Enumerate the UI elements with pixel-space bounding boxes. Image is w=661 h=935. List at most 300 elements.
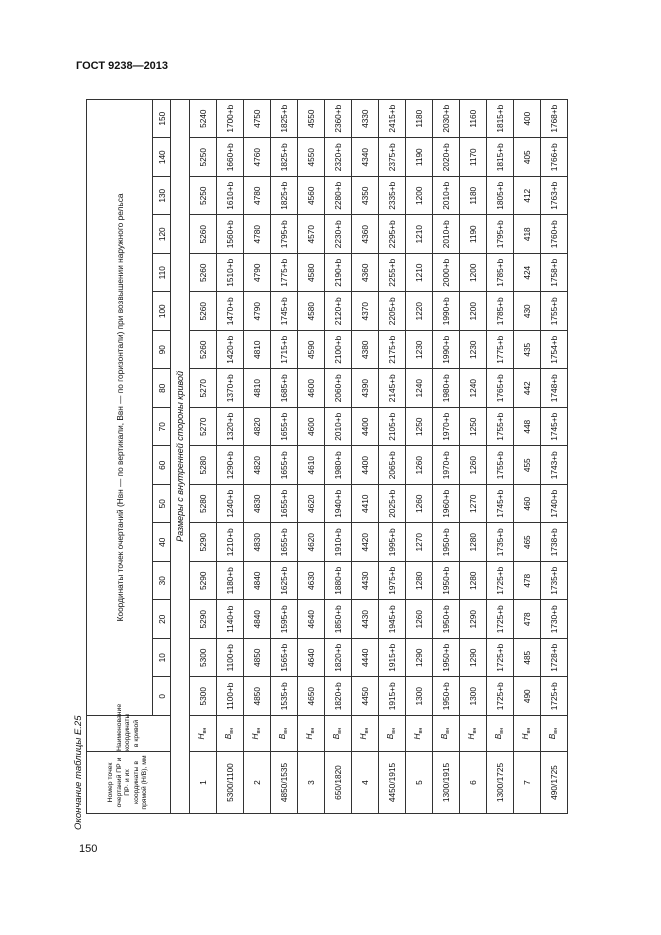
elevation-header-row	[153, 99, 171, 813]
point-cell: 6	[460, 752, 487, 814]
value-cell: 4600	[298, 408, 325, 447]
value-cell: 2060+b	[325, 369, 352, 408]
elevation-header-cell: 60	[153, 446, 171, 485]
value-cell: 4790	[244, 292, 271, 331]
value-cell: 1820+b	[325, 639, 352, 678]
value-cell: 1760+b	[541, 215, 568, 254]
coordinate-subscript: вн	[418, 727, 424, 734]
table-row	[217, 99, 244, 813]
coordinate-symbol: B	[223, 733, 233, 740]
value-cell: 2255+b	[379, 254, 406, 293]
value-cell: 4350	[352, 177, 379, 216]
value-cell: 1170	[460, 138, 487, 177]
value-cell: 2105+b	[379, 408, 406, 447]
value-cell: 1950+b	[433, 562, 460, 601]
table-row	[487, 99, 514, 813]
value-cell: 4580	[298, 292, 325, 331]
coordinate-symbol: B	[277, 733, 287, 740]
value-cell: 4370	[352, 292, 379, 331]
point-cell: 5	[406, 752, 433, 814]
value-cell: 1270	[406, 523, 433, 562]
value-cell: 4640	[298, 639, 325, 678]
value-cell: 1180+b	[217, 562, 244, 601]
value-cell: 1560+b	[217, 215, 244, 254]
coordinate-subscript: вн	[391, 727, 397, 734]
value-cell: 4830	[244, 523, 271, 562]
coordinate-subscript: вн	[445, 727, 451, 734]
value-cell: 1880+b	[325, 562, 352, 601]
coordinate-name-cell	[244, 716, 271, 752]
value-cell: 4400	[352, 446, 379, 485]
point-cell: 490/1725	[541, 752, 568, 814]
value-cell: 455	[514, 446, 541, 485]
value-cell: 1260	[406, 600, 433, 639]
elevation-header-cell: 0	[153, 677, 171, 716]
value-cell: 1940+b	[325, 485, 352, 524]
value-cell: 4840	[244, 562, 271, 601]
point-cell: 2	[244, 752, 271, 814]
value-cell: 1595+b	[271, 600, 298, 639]
value-cell: 1995+b	[379, 523, 406, 562]
value-cell: 1915+b	[379, 677, 406, 716]
table-row	[244, 99, 271, 813]
value-cell: 4610	[298, 446, 325, 485]
coordinate-name-cell	[514, 716, 541, 752]
coordinate-subscript: вн	[229, 727, 235, 734]
value-cell: 1210	[406, 254, 433, 293]
value-cell: 4430	[352, 600, 379, 639]
elevation-header-cell: 40	[153, 523, 171, 562]
value-cell: 1970+b	[433, 408, 460, 447]
value-cell: 1815+b	[487, 99, 514, 138]
value-cell: 430	[514, 292, 541, 331]
coordinate-name-cell	[406, 716, 433, 752]
value-cell: 5280	[190, 485, 217, 524]
value-cell: 4630	[298, 562, 325, 601]
value-cell: 1748+b	[541, 369, 568, 408]
value-cell: 1250	[406, 408, 433, 447]
value-cell: 4550	[298, 99, 325, 138]
coordinate-subscript: вн	[499, 727, 505, 734]
value-cell: 5300	[190, 639, 217, 678]
value-cell: 1758+b	[541, 254, 568, 293]
value-cell: 5270	[190, 369, 217, 408]
value-cell: 4780	[244, 215, 271, 254]
coordinate-name-cell	[433, 716, 460, 752]
value-cell: 1765+b	[487, 369, 514, 408]
value-cell: 4570	[298, 215, 325, 254]
value-cell: 4450	[352, 677, 379, 716]
coordinate-name-cell	[190, 716, 217, 752]
value-cell: 1970+b	[433, 446, 460, 485]
elevation-header-cell: 30	[153, 562, 171, 601]
value-cell: 1725+b	[487, 562, 514, 601]
elevation-header-cell: 20	[153, 600, 171, 639]
value-cell: 2320+b	[325, 138, 352, 177]
value-cell: 1735+b	[541, 562, 568, 601]
value-cell: 1825+b	[271, 99, 298, 138]
value-cell: 1280	[406, 562, 433, 601]
value-cell: 1950+b	[433, 639, 460, 678]
value-cell: 1320+b	[217, 408, 244, 447]
value-cell: 1825+b	[271, 138, 298, 177]
coordinate-name-cell	[352, 716, 379, 752]
value-cell: 1200	[460, 292, 487, 331]
value-cell: 4330	[352, 99, 379, 138]
value-cell: 1743+b	[541, 446, 568, 485]
value-cell: 4420	[352, 523, 379, 562]
coordinate-subscript: вн	[526, 727, 532, 734]
coordinate-subscript: вн	[553, 727, 559, 734]
value-cell: 4590	[298, 331, 325, 370]
table-row	[433, 99, 460, 813]
value-cell: 1945+b	[379, 600, 406, 639]
value-cell: 1250	[460, 408, 487, 447]
coordinate-symbol: H	[466, 733, 476, 740]
coordinate-subscript: вн	[472, 727, 478, 734]
value-cell: 1200	[460, 254, 487, 293]
value-cell: 465	[514, 523, 541, 562]
value-cell: 4390	[352, 369, 379, 408]
value-cell: 1290	[460, 639, 487, 678]
value-cell: 1990+b	[433, 331, 460, 370]
coordinate-name-cell	[325, 716, 352, 752]
value-cell: 5290	[190, 523, 217, 562]
table-row	[271, 99, 298, 813]
value-cell: 1565+b	[271, 639, 298, 678]
value-cell: 4620	[298, 485, 325, 524]
value-cell: 1300	[406, 677, 433, 716]
value-cell: 1775+b	[487, 331, 514, 370]
table-subheader: Размеры с внутренней стороны кривой	[171, 99, 190, 813]
value-cell: 4580	[298, 254, 325, 293]
page-number: 150	[79, 843, 98, 855]
point-cell: 4	[352, 752, 379, 814]
elevation-header-cell: 100	[153, 292, 171, 331]
value-cell: 4340	[352, 138, 379, 177]
value-cell: 1700+b	[217, 99, 244, 138]
value-cell: 1728+b	[541, 639, 568, 678]
value-cell: 2010+b	[433, 215, 460, 254]
value-cell: 1420+b	[217, 331, 244, 370]
value-cell: 2020+b	[433, 138, 460, 177]
value-cell: 1950+b	[433, 600, 460, 639]
coordinate-subscript: вн	[364, 727, 370, 734]
value-cell: 1210	[406, 215, 433, 254]
rotated-table-area	[72, 100, 572, 832]
coordinate-subscript: вн	[337, 727, 343, 734]
elevation-header-cell: 110	[153, 254, 171, 293]
value-cell: 1785+b	[487, 254, 514, 293]
value-cell: 4560	[298, 177, 325, 216]
value-cell: 2120+b	[325, 292, 352, 331]
coordinate-symbol: H	[412, 733, 422, 740]
value-cell: 4620	[298, 523, 325, 562]
value-cell: 2175+b	[379, 331, 406, 370]
value-cell: 1725+b	[487, 639, 514, 678]
value-cell: 4440	[352, 639, 379, 678]
value-cell: 1280	[460, 562, 487, 601]
point-cell: 1300/1915	[433, 752, 460, 814]
value-cell: 1510+b	[217, 254, 244, 293]
coordinate-name-cell	[217, 716, 244, 752]
value-cell: 2010+b	[325, 408, 352, 447]
value-cell: 5250	[190, 138, 217, 177]
elevation-header-cell: 80	[153, 369, 171, 408]
coordinate-subscript: вн	[283, 727, 289, 734]
value-cell: 4400	[352, 408, 379, 447]
value-cell: 1685+b	[271, 369, 298, 408]
value-cell: 4380	[352, 331, 379, 370]
value-cell: 1230	[460, 331, 487, 370]
value-cell: 4850	[244, 639, 271, 678]
value-cell: 1655+b	[271, 408, 298, 447]
value-cell: 2010+b	[433, 177, 460, 216]
value-cell: 2190+b	[325, 254, 352, 293]
value-cell: 4430	[352, 562, 379, 601]
coordinate-name-cell	[298, 716, 325, 752]
value-cell: 1140+b	[217, 600, 244, 639]
group-header: Координаты точек очертаний (Hвн — по вертикали, Bвн — по горизонтали) при возвышении наружного рельса	[87, 99, 153, 715]
value-cell: 485	[514, 639, 541, 678]
value-cell: 1260	[406, 485, 433, 524]
value-cell: 1960+b	[433, 485, 460, 524]
table-row	[298, 99, 325, 813]
table-row	[541, 99, 568, 813]
value-cell: 405	[514, 138, 541, 177]
value-cell: 1100+b	[217, 639, 244, 678]
value-cell: 4830	[244, 485, 271, 524]
value-cell: 1795+b	[271, 215, 298, 254]
value-cell: 1240+b	[217, 485, 244, 524]
value-cell: 4780	[244, 177, 271, 216]
elevation-header-cell: 140	[153, 138, 171, 177]
value-cell: 4840	[244, 600, 271, 639]
value-cell: 435	[514, 331, 541, 370]
value-cell: 1240	[460, 369, 487, 408]
col-header-point: Номер точек очертаний ПР и ПР· и их координаты в прямой (H/B), мм	[87, 752, 171, 814]
value-cell: 4360	[352, 215, 379, 254]
value-cell: 1725+b	[541, 677, 568, 716]
value-cell: 1740+b	[541, 485, 568, 524]
value-cell: 4810	[244, 331, 271, 370]
value-cell: 5260	[190, 292, 217, 331]
value-cell: 2335+b	[379, 177, 406, 216]
value-cell: 1775+b	[271, 254, 298, 293]
value-cell: 418	[514, 215, 541, 254]
point-cell: 7	[514, 752, 541, 814]
col-header-coordinate: Наименование координаты в кривой	[87, 716, 171, 752]
value-cell: 442	[514, 369, 541, 408]
value-cell: 460	[514, 485, 541, 524]
value-cell: 1160	[460, 99, 487, 138]
value-cell: 5250	[190, 177, 217, 216]
point-cell: 4450/1915	[379, 752, 406, 814]
point-cell: 5300/1100	[217, 752, 244, 814]
point-cell: 1300/1725	[487, 752, 514, 814]
value-cell: 1240	[406, 369, 433, 408]
value-cell: 1738+b	[541, 523, 568, 562]
coordinate-name-cell	[460, 716, 487, 752]
value-cell: 1730+b	[541, 600, 568, 639]
value-cell: 1754+b	[541, 331, 568, 370]
value-cell: 1290	[460, 600, 487, 639]
value-cell: 2145+b	[379, 369, 406, 408]
value-cell: 4790	[244, 254, 271, 293]
value-cell: 490	[514, 677, 541, 716]
value-cell: 4750	[244, 99, 271, 138]
value-cell: 1625+b	[271, 562, 298, 601]
point-cell: 1	[190, 752, 217, 814]
value-cell: 1180	[460, 177, 487, 216]
value-cell: 1290	[406, 639, 433, 678]
value-cell: 5290	[190, 562, 217, 601]
value-cell: 2065+b	[379, 446, 406, 485]
value-cell: 1230	[406, 331, 433, 370]
coordinate-symbol: B	[439, 733, 449, 740]
value-cell: 4410	[352, 485, 379, 524]
value-cell: 1300	[460, 677, 487, 716]
value-cell: 1910+b	[325, 523, 352, 562]
value-cell: 1190	[460, 215, 487, 254]
value-cell: 1220	[406, 292, 433, 331]
value-cell: 1535+b	[271, 677, 298, 716]
value-cell: 1755+b	[541, 292, 568, 331]
value-cell: 2000+b	[433, 254, 460, 293]
value-cell: 1795+b	[487, 215, 514, 254]
elevation-header-cell: 120	[153, 215, 171, 254]
coordinate-symbol: H	[196, 733, 206, 740]
value-cell: 478	[514, 600, 541, 639]
value-cell: 1805+b	[487, 177, 514, 216]
coordinate-subscript: вн	[202, 727, 208, 734]
value-cell: 4360	[352, 254, 379, 293]
value-cell: 1725+b	[487, 677, 514, 716]
value-cell: 2230+b	[325, 215, 352, 254]
point-cell: 4850/1535	[271, 752, 298, 814]
value-cell: 1280	[460, 523, 487, 562]
coordinate-name-cell	[271, 716, 298, 752]
coordinate-name-cell	[379, 716, 406, 752]
value-cell: 1980+b	[325, 446, 352, 485]
value-cell: 1290+b	[217, 446, 244, 485]
coordinate-symbol: B	[493, 733, 503, 740]
coordinate-symbol: H	[520, 733, 530, 740]
value-cell: 5270	[190, 408, 217, 447]
value-cell: 1975+b	[379, 562, 406, 601]
point-cell: 3	[298, 752, 325, 814]
value-cell: 1850+b	[325, 600, 352, 639]
value-cell: 1815+b	[487, 138, 514, 177]
value-cell: 1655+b	[271, 485, 298, 524]
value-cell: 1766+b	[541, 138, 568, 177]
value-cell: 412	[514, 177, 541, 216]
value-cell: 4850	[244, 677, 271, 716]
table-caption: Окончание таблицы Е.25	[73, 715, 84, 830]
value-cell: 1735+b	[487, 523, 514, 562]
table-row	[352, 99, 379, 813]
value-cell: 1785+b	[487, 292, 514, 331]
value-cell: 1260	[406, 446, 433, 485]
value-cell: 2205+b	[379, 292, 406, 331]
value-cell: 1370+b	[217, 369, 244, 408]
dimensions-table	[86, 99, 568, 814]
value-cell: 2100+b	[325, 331, 352, 370]
value-cell: 1210+b	[217, 523, 244, 562]
value-cell: 1660+b	[217, 138, 244, 177]
value-cell: 1915+b	[379, 639, 406, 678]
value-cell: 5260	[190, 254, 217, 293]
table-row	[325, 99, 352, 813]
value-cell: 1200	[406, 177, 433, 216]
coordinate-symbol: B	[331, 733, 341, 740]
value-cell: 4640	[298, 600, 325, 639]
value-cell: 4820	[244, 446, 271, 485]
value-cell: 1768+b	[541, 99, 568, 138]
value-cell: 1270	[460, 485, 487, 524]
coordinate-symbol: H	[358, 733, 368, 740]
value-cell: 1745+b	[271, 292, 298, 331]
value-cell: 1745+b	[487, 485, 514, 524]
table-row	[514, 99, 541, 813]
value-cell: 1755+b	[487, 446, 514, 485]
value-cell: 2280+b	[325, 177, 352, 216]
value-cell: 4810	[244, 369, 271, 408]
value-cell: 1725+b	[487, 600, 514, 639]
value-cell: 1190	[406, 138, 433, 177]
coordinate-symbol: B	[547, 733, 557, 740]
value-cell: 2375+b	[379, 138, 406, 177]
value-cell: 1260	[460, 446, 487, 485]
value-cell: 1825+b	[271, 177, 298, 216]
value-cell: 400	[514, 99, 541, 138]
elevation-header-cell: 10	[153, 639, 171, 678]
coordinate-subscript: вн	[310, 727, 316, 734]
coordinate-name-cell	[487, 716, 514, 752]
elevation-header-cell: 90	[153, 331, 171, 370]
value-cell: 5260	[190, 331, 217, 370]
value-cell: 4820	[244, 408, 271, 447]
value-cell: 1745+b	[541, 408, 568, 447]
value-cell: 1715+b	[271, 331, 298, 370]
document-header: ГОСТ 9238—2013	[76, 60, 169, 72]
value-cell: 2030+b	[433, 99, 460, 138]
value-cell: 5240	[190, 99, 217, 138]
coordinate-symbol: H	[250, 733, 260, 740]
value-cell: 2360+b	[325, 99, 352, 138]
value-cell: 1100+b	[217, 677, 244, 716]
point-cell: 650/1820	[325, 752, 352, 814]
value-cell: 5280	[190, 446, 217, 485]
coordinate-name-cell	[541, 716, 568, 752]
value-cell: 2415+b	[379, 99, 406, 138]
coordinate-subscript: вн	[256, 727, 262, 734]
value-cell: 5290	[190, 600, 217, 639]
value-cell: 448	[514, 408, 541, 447]
coordinate-symbol: H	[304, 733, 314, 740]
value-cell: 478	[514, 562, 541, 601]
table-row	[406, 99, 433, 813]
elevation-header-cell: 150	[153, 99, 171, 138]
value-cell: 1180	[406, 99, 433, 138]
value-cell: 2025+b	[379, 485, 406, 524]
value-cell: 4550	[298, 138, 325, 177]
elevation-header-cell: 130	[153, 177, 171, 216]
value-cell: 1950+b	[433, 677, 460, 716]
value-cell: 2295+b	[379, 215, 406, 254]
table-row	[460, 99, 487, 813]
value-cell: 1990+b	[433, 292, 460, 331]
